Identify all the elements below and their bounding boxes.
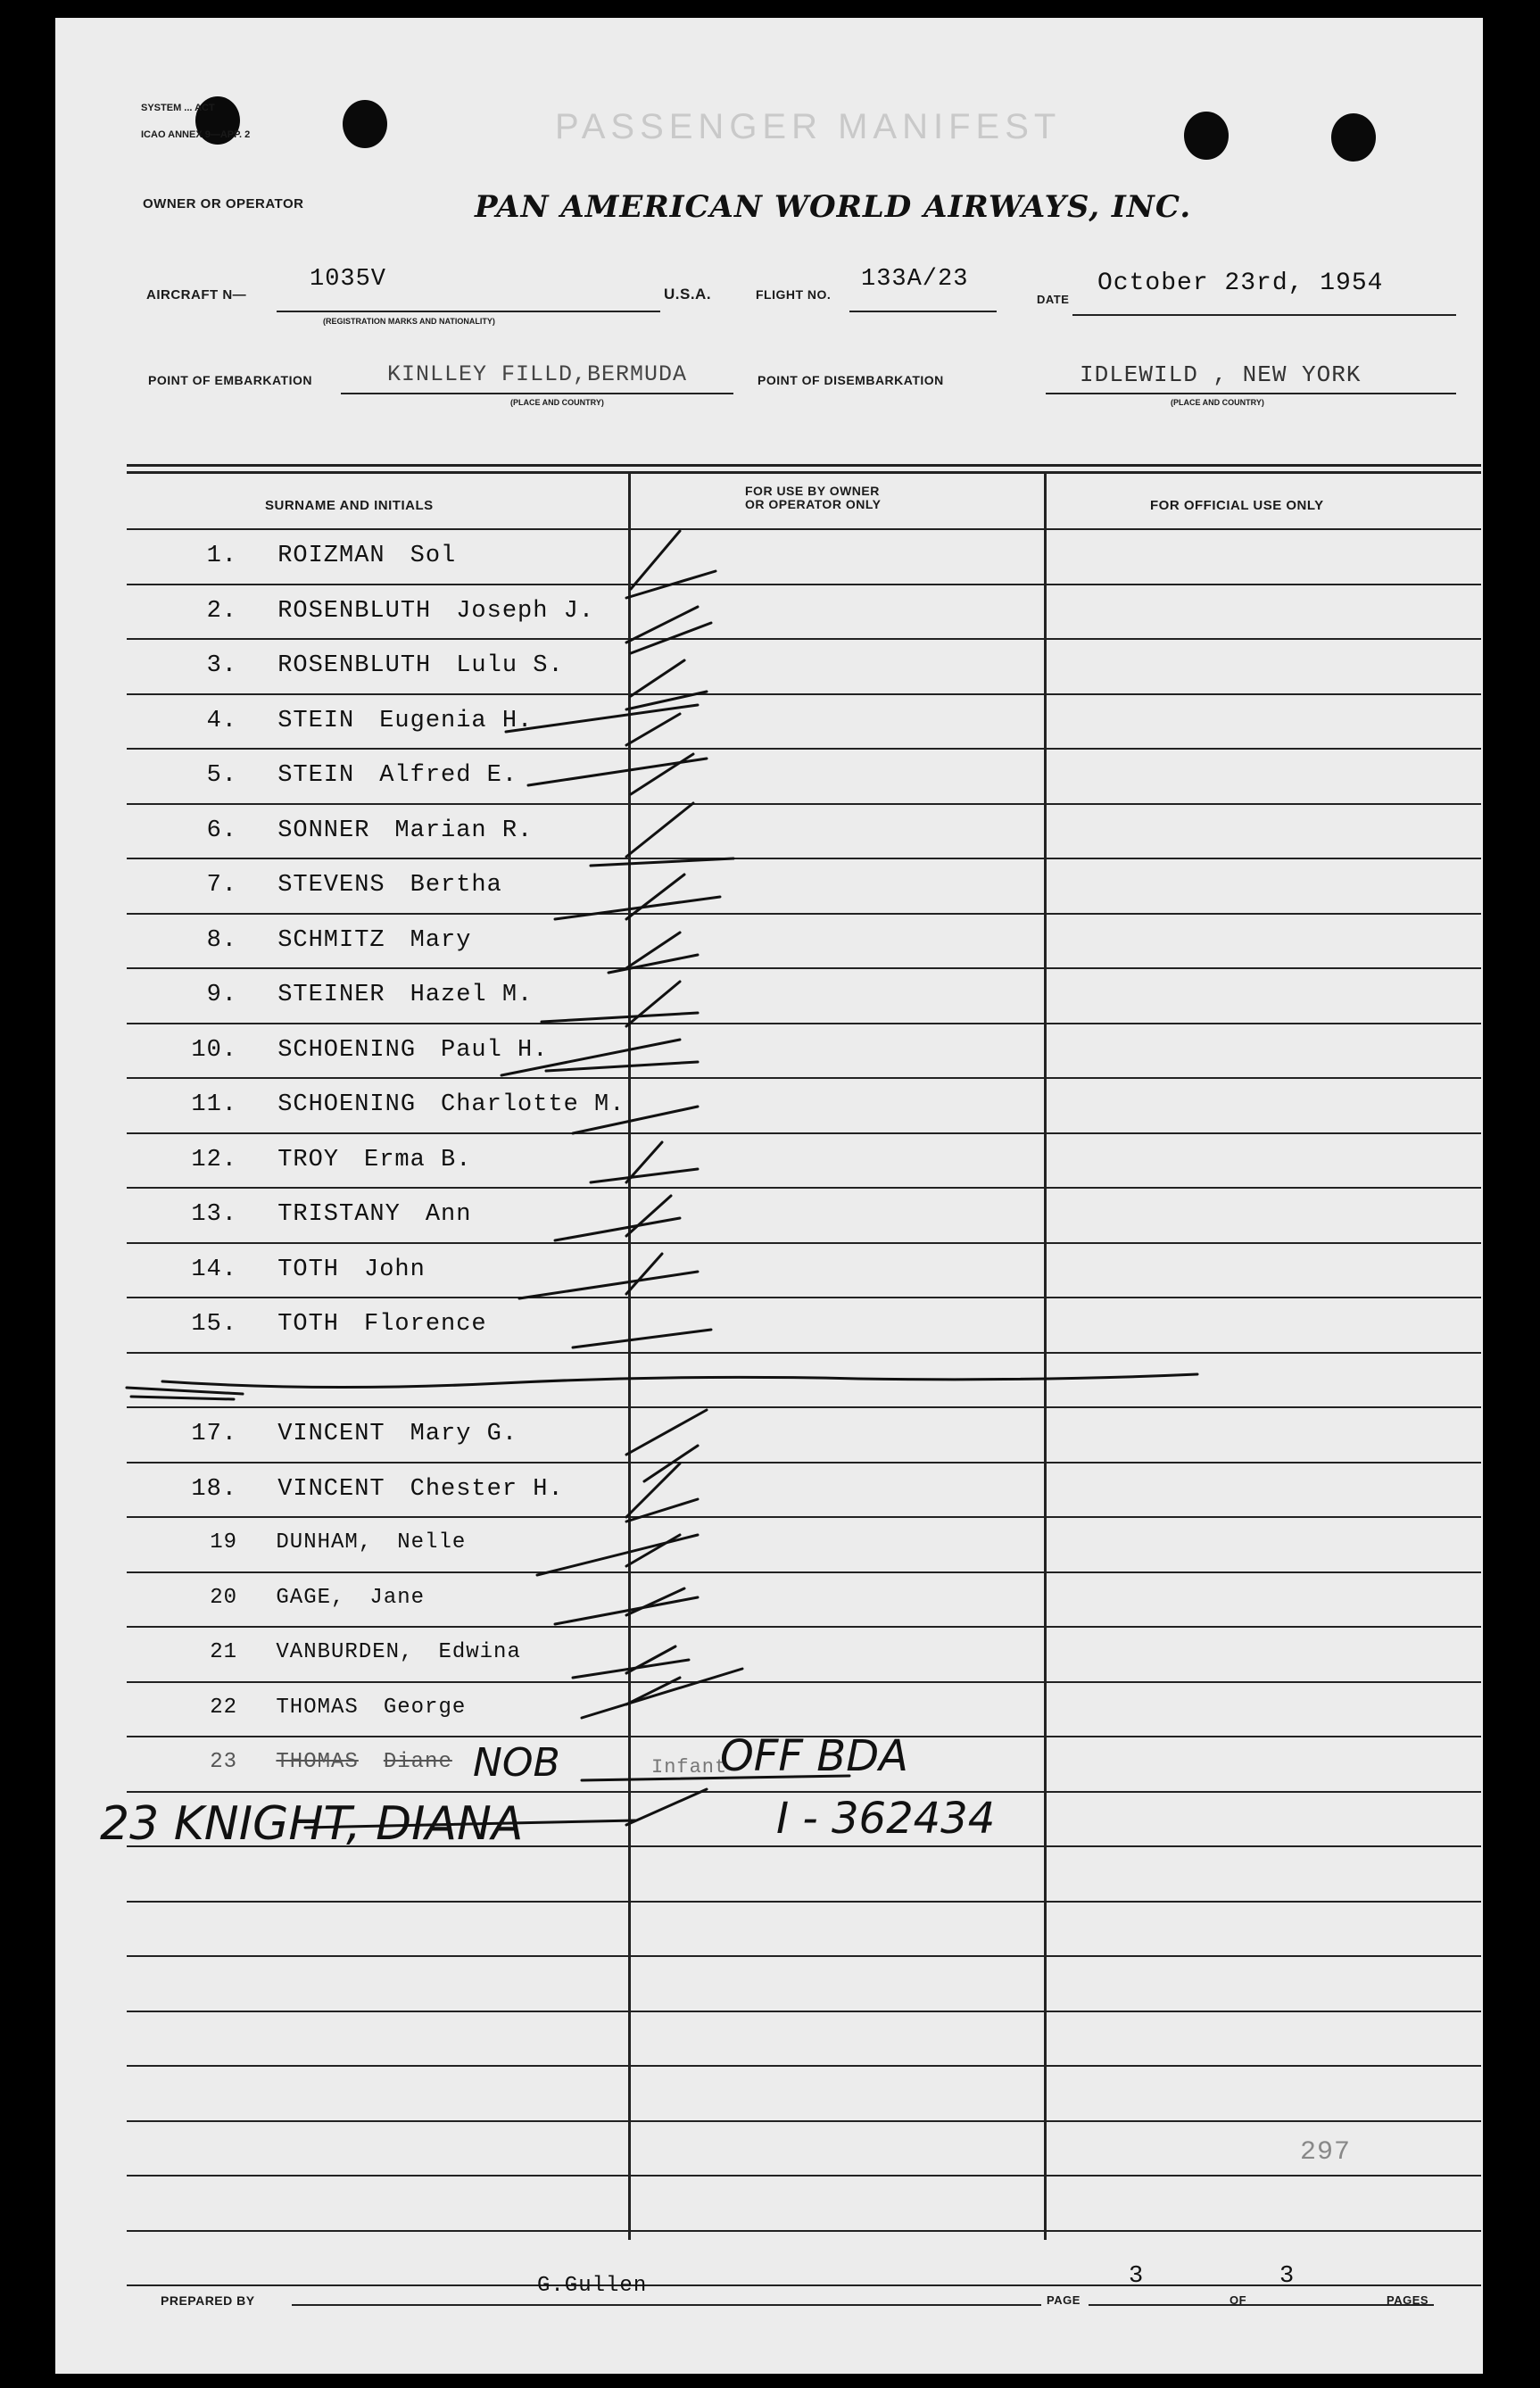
pages-label: PAGES <box>1387 2293 1429 2307</box>
prepared-by-value: G.Gullen <box>537 2274 648 2298</box>
passenger-given-name: Nelle <box>397 1530 467 1555</box>
prepared-by-label: PREPARED BY <box>161 2293 255 2308</box>
row-number: 2. <box>206 598 237 625</box>
passenger-given-name: Lulu S. <box>456 652 564 679</box>
passenger-surname: VINCENT <box>277 1476 385 1503</box>
passenger-given-name: Joseph J. <box>456 598 595 625</box>
row-number: 22 <box>210 1696 237 1720</box>
row-number: 11. <box>191 1091 237 1118</box>
passenger-surname: ROSENBLUTH <box>277 598 432 625</box>
row-number: 9. <box>206 982 237 1008</box>
of-label: OF <box>1230 2293 1247 2307</box>
passenger-surname: GAGE, <box>276 1586 345 1610</box>
embarkation-value: KINLLEY FILLD,BERMUDA <box>387 361 688 387</box>
infant-label: Infant <box>651 1756 728 1779</box>
passenger-surname: STEINER <box>277 982 385 1008</box>
passenger-surname: SCHOENING <box>277 1037 417 1064</box>
column-header-official: FOR OFFICIAL USE ONLY <box>1150 498 1324 513</box>
passenger-given-name: Ann <box>425 1201 472 1228</box>
flight-label: FLIGHT NO. <box>756 287 832 302</box>
flight-value: 133A/23 <box>861 266 969 293</box>
disembarkation-caption: (PLACE AND COUNTRY) <box>1171 398 1264 407</box>
form-reference-line2: ICAO ANNEX 9—APP. 2 <box>141 129 251 140</box>
date-value: October 23rd, 1954 <box>1097 269 1384 297</box>
page-number: 3 <box>1129 2263 1145 2290</box>
passenger-given-name: John <box>364 1256 426 1283</box>
page-label: PAGE <box>1047 2293 1080 2307</box>
row-number: 10. <box>191 1037 237 1064</box>
passenger-given-name: Charlotte M. <box>441 1091 625 1118</box>
manifest-sheet <box>55 18 1483 2374</box>
row-number: 3. <box>206 652 237 679</box>
passenger-surname: TRISTANY <box>277 1201 401 1228</box>
passenger-surname: THOMAS <box>276 1696 359 1720</box>
column-header-owner-line1: FOR USE BY OWNER <box>745 484 880 498</box>
nob-annotation: NOB <box>473 1740 560 1786</box>
handwritten-ticket-number: I - 362434 <box>776 1794 996 1844</box>
passenger-given-name: Edwina <box>438 1640 521 1664</box>
total-pages: 3 <box>1279 2263 1296 2290</box>
aircraft-label: AIRCRAFT N— <box>146 287 247 303</box>
passenger-given-name: Hazel M. <box>410 982 534 1008</box>
passenger-surname: STEIN <box>277 708 355 734</box>
passenger-surname: STEVENS <box>277 872 385 899</box>
off-bda-annotation: OFF BDA <box>720 1731 908 1781</box>
form-reference-line1: SYSTEM ... ACT <box>141 103 215 113</box>
column-header-owner-line2: OR OPERATOR ONLY <box>745 497 882 511</box>
passenger-given-name: Bertha <box>410 872 502 899</box>
prepared-underline <box>292 2304 1041 2306</box>
passenger-given-name: Alfred E. <box>379 762 518 789</box>
row-number: 4. <box>206 708 237 734</box>
passenger-surname: THOMAS <box>276 1750 359 1774</box>
disembarkation-value: IDLEWILD , NEW YORK <box>1080 361 1362 388</box>
row-number: 23 <box>210 1750 237 1774</box>
passenger-surname: TROY <box>277 1147 340 1173</box>
passenger-given-name: Sol <box>410 543 457 569</box>
row-number: 1. <box>206 543 237 569</box>
passenger-surname: SCHOENING <box>277 1091 417 1118</box>
row-number: 7. <box>206 872 237 899</box>
passenger-given-name: Chester H. <box>410 1476 564 1503</box>
row-number: 8. <box>206 927 237 954</box>
owner-label: OWNER OR OPERATOR <box>143 196 304 211</box>
row-number: 19 <box>210 1530 237 1555</box>
row-number: 5. <box>206 762 237 789</box>
passenger-surname: SCHMITZ <box>277 927 385 954</box>
date-label: DATE <box>1037 293 1070 306</box>
passenger-surname: STEIN <box>277 762 355 789</box>
passenger-surname: ROIZMAN <box>277 543 385 569</box>
passenger-given-name: Mary G. <box>410 1421 518 1447</box>
row-number: 15. <box>191 1311 237 1338</box>
row-number: 20 <box>210 1586 237 1610</box>
row-number: 21 <box>210 1640 237 1664</box>
check-marks <box>55 18 1483 2374</box>
embarkation-caption: (PLACE AND COUNTRY) <box>510 398 604 407</box>
passenger-surname: DUNHAM, <box>276 1530 373 1555</box>
passenger-given-name: Diane <box>383 1750 452 1774</box>
row-number: 14. <box>191 1256 237 1283</box>
passenger-given-name: Eugenia H. <box>379 708 534 734</box>
handwritten-passenger: 23 KNIGHT, DIANA <box>100 1797 524 1851</box>
column-header-surname: SURNAME AND INITIALS <box>265 498 434 513</box>
row-number: 13. <box>191 1201 237 1228</box>
passenger-given-name: Mary <box>410 927 472 954</box>
stamp-number: 297 <box>1300 2137 1352 2168</box>
passenger-given-name: George <box>383 1696 467 1720</box>
passenger-surname: VINCENT <box>277 1421 385 1447</box>
passenger-surname: SONNER <box>277 817 370 844</box>
passenger-surname: TOTH <box>277 1256 340 1283</box>
aircraft-value: 1035V <box>310 266 387 293</box>
row-number: 17. <box>191 1421 237 1447</box>
passenger-surname: VANBURDEN, <box>276 1640 414 1664</box>
registration-caption: (REGISTRATION MARKS AND NATIONALITY) <box>323 317 495 326</box>
passenger-surname: ROSENBLUTH <box>277 652 432 679</box>
form-title: PASSENGER MANIFEST <box>555 107 1062 146</box>
row-number: 6. <box>206 817 237 844</box>
passenger-given-name: Paul H. <box>441 1037 549 1064</box>
row-number: 18. <box>191 1476 237 1503</box>
passenger-given-name: Florence <box>364 1311 487 1338</box>
owner-value: PAN AMERICAN WORLD AIRWAYS, INC. <box>475 189 1192 225</box>
usa-label: U.S.A. <box>664 286 712 303</box>
passenger-surname: TOTH <box>277 1311 340 1338</box>
passenger-given-name: Jane <box>369 1586 426 1610</box>
disembarkation-label: POINT OF DISEMBARKATION <box>758 373 944 387</box>
row-number: 12. <box>191 1147 237 1173</box>
embarkation-label: POINT OF EMBARKATION <box>148 373 312 387</box>
passenger-given-name: Erma B. <box>364 1147 472 1173</box>
passenger-given-name: Marian R. <box>394 817 534 844</box>
